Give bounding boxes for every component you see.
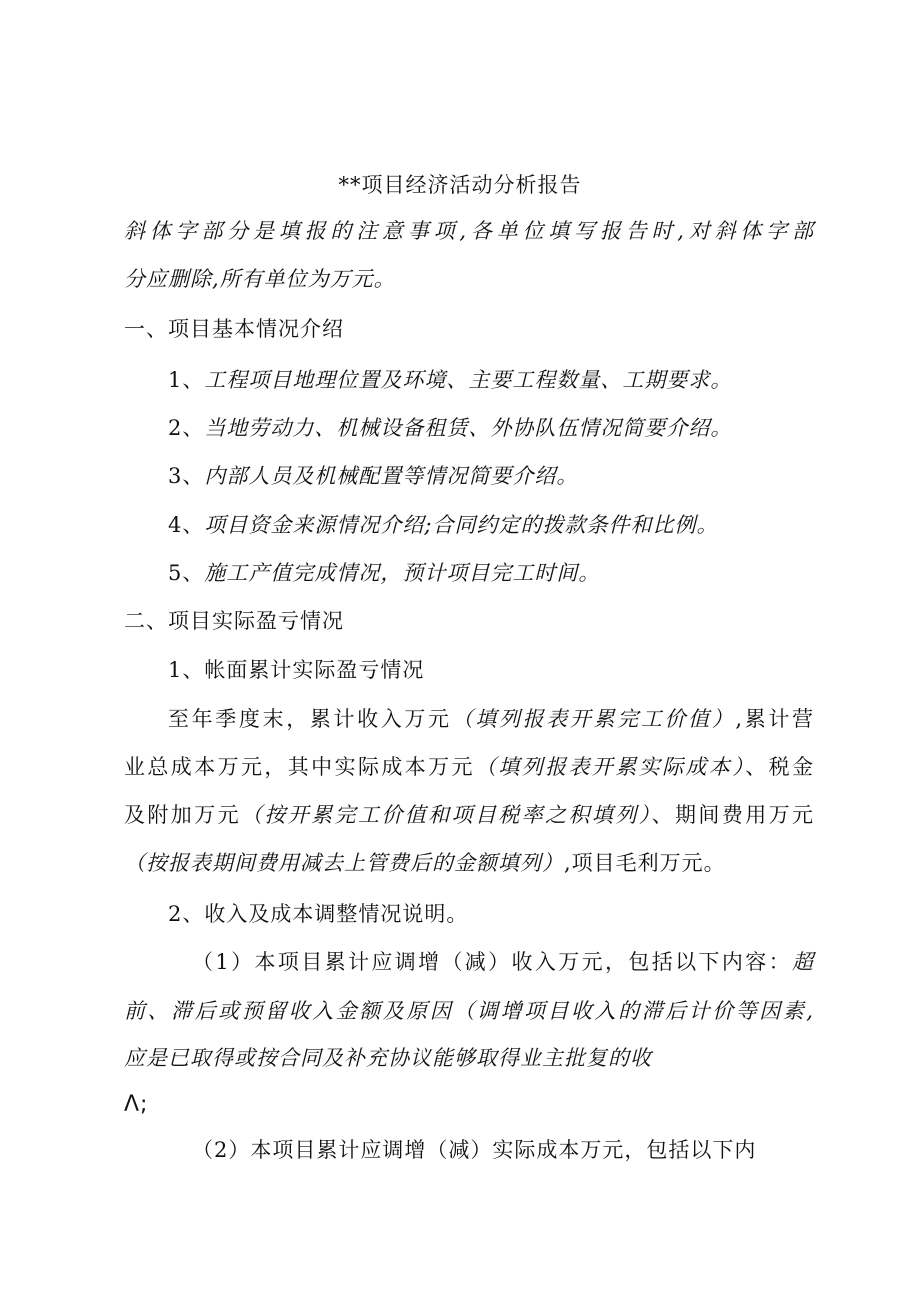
item-text: 工程项目地理位置及环境、主要工程数量、工期要求。 bbox=[204, 368, 733, 392]
item-number: 2、 bbox=[168, 416, 205, 440]
item-text: 项目资金来源情况介绍;合同约定的拨款条件和比例。 bbox=[204, 513, 719, 537]
item-number: 1、 bbox=[168, 368, 205, 392]
item-number: 5、 bbox=[168, 561, 205, 585]
adjust-item-1-line-3: 应是已取得或按合同及补充协议能够取得业主批复的收 bbox=[124, 1046, 652, 1070]
item-text: 施工产值完成情况，预计项目完工时间。 bbox=[204, 561, 601, 585]
section-1-heading: 一、项目基本情况介绍 bbox=[124, 317, 344, 341]
paragraph-line-1 bbox=[168, 704, 814, 734]
note-line-2: 分应删除,所有单位为万元。 bbox=[124, 267, 396, 291]
paragraph-line-3 bbox=[124, 800, 814, 830]
section-1-item-4 bbox=[168, 510, 718, 540]
section-2-sub-2-heading: 2、收入及成本调整情况说明。 bbox=[168, 902, 469, 926]
text-run: 及附加万元 bbox=[124, 803, 241, 827]
text-run: ,累计营 bbox=[735, 707, 815, 731]
text-run: ,项目毛利万元。 bbox=[564, 851, 726, 875]
note-run: （填列报表开累实际成本） bbox=[474, 755, 746, 779]
note-run: （按开累完工价值和项目税率之积填列） bbox=[240, 803, 652, 827]
adjust-item-1-line-2: 前、滞后或预留收入金额及原因（调增项目收入的滞后计价等因素, bbox=[124, 999, 814, 1023]
report-title: **项目经济活动分析报告 bbox=[338, 173, 582, 197]
text-run: 、税金 bbox=[745, 755, 815, 779]
section-2-sub-1-heading: 1、帐面累计实际盈亏情况 bbox=[168, 658, 425, 682]
text-run: 业总成本万元，其中实际成本万元 bbox=[124, 755, 475, 779]
note-run: （按报表期间费用减去上管费后的金额填列） bbox=[124, 851, 564, 875]
note-run: （填列报表开累完工价值） bbox=[451, 707, 736, 731]
adjust-item-2-line-1: （2）本项目累计应调增（减）实际成本万元，包括以下内 bbox=[192, 1138, 757, 1162]
paragraph-line-2 bbox=[124, 752, 814, 782]
note-line-1: 斜体字部分是填报的注意事项,各单位填写报告时,对斜体字部 bbox=[124, 219, 814, 243]
section-1-item-5 bbox=[168, 558, 600, 588]
section-1-item-2 bbox=[168, 413, 732, 443]
text-run: 至年季度末，累计收入万元 bbox=[168, 707, 452, 731]
section-2-heading: 二、项目实际盈亏情况 bbox=[124, 609, 344, 633]
adjust-item-1-line-1 bbox=[192, 947, 814, 977]
paragraph-line-4 bbox=[124, 848, 726, 878]
item-number: 3、 bbox=[168, 464, 205, 488]
item-text: 当地劳动力、机械设备租赁、外协队伍情况简要介绍。 bbox=[204, 416, 733, 440]
item-number: 4、 bbox=[168, 513, 205, 537]
adjust-item-1-line-4: Λ; bbox=[124, 1092, 149, 1117]
text-run: （1）本项目累计应调增（减）收入万元，包括以下内容： bbox=[192, 950, 792, 974]
note-run: 超 bbox=[792, 950, 814, 974]
section-1-item-1 bbox=[168, 365, 732, 395]
section-1-item-3 bbox=[168, 461, 578, 491]
text-run: 、期间费用万元 bbox=[651, 803, 815, 827]
item-text: 内部人员及机械配置等情况简要介绍。 bbox=[204, 464, 579, 488]
